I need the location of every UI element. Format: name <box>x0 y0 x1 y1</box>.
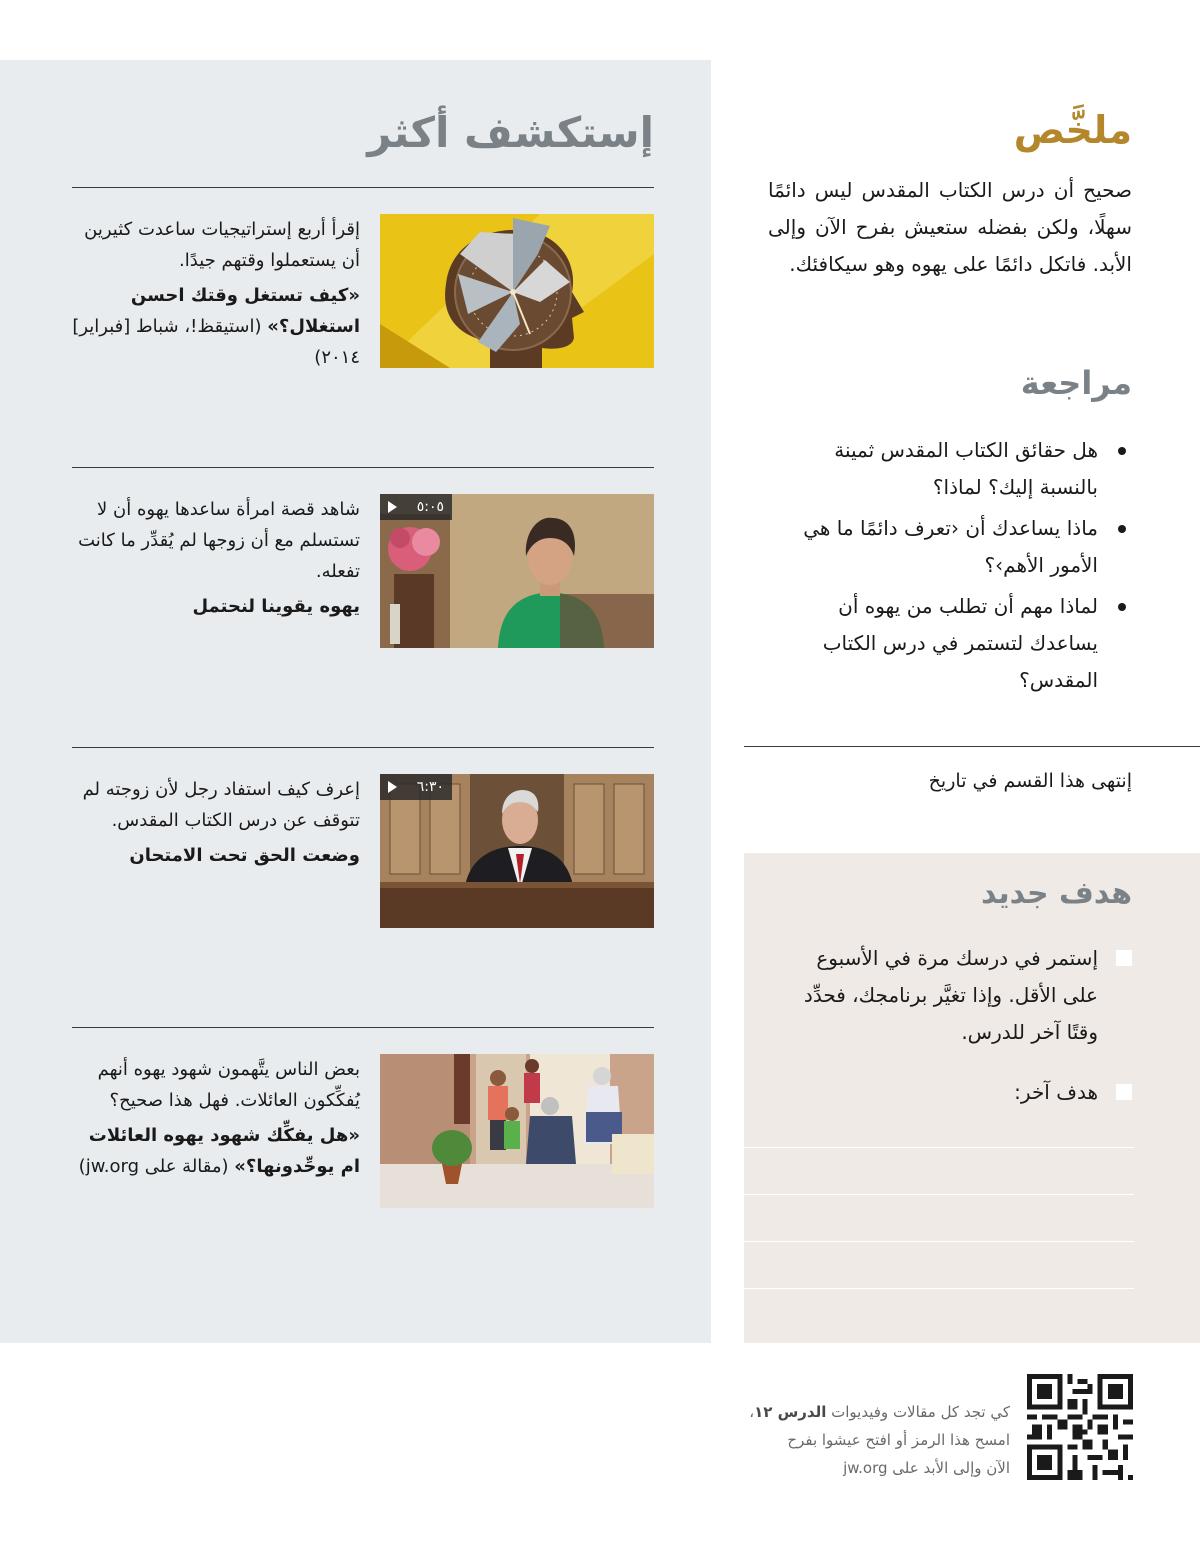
explore-item[interactable] <box>72 1054 654 1214</box>
explore-item-description: شاهد قصة امرأة ساعدها يهوه أن لا تستسلم مع أن زوجها لم يُقدِّر ما كانت تفعله. <box>78 499 360 582</box>
divider <box>72 467 654 468</box>
review-questions <box>792 432 1132 703</box>
completion-date-label[interactable]: إنتهى هذا القسم في تاريخ <box>928 770 1132 792</box>
qr-code-icon[interactable] <box>1027 1374 1133 1480</box>
explore-item-text <box>72 1054 360 1182</box>
explore-item-title[interactable]: يهوه يقوينا لنحتمل <box>192 596 360 617</box>
summary-heading: ملخَّص <box>1013 108 1132 152</box>
footer-line-1 <box>650 1398 1010 1426</box>
writing-line[interactable] <box>744 1147 1134 1148</box>
explore-item-source: (استيقظ!، شباط [فبراير] ٢٠١٤) <box>72 316 360 368</box>
explore-item-description: إعرف كيف استفاد رجل لأن زوجته لم تتوقف عن درس الكتاب المقدس. <box>82 779 360 831</box>
footer-line-2: امسح هذا الرمز أو افتح عيشوا بفرح <box>787 1431 1010 1449</box>
divider <box>72 747 654 748</box>
explore-item-reference[interactable] <box>72 280 360 373</box>
goal-heading: هدف جديد <box>981 876 1132 911</box>
family-image <box>380 1054 654 1208</box>
footer-text <box>650 1398 1010 1482</box>
footer-line-1-punct: ، <box>749 1403 755 1421</box>
review-question <box>792 588 1132 699</box>
explore-item-text <box>72 774 360 871</box>
goal-item[interactable] <box>802 1074 1132 1111</box>
explore-item-source: (مقالة على jw.org) <box>78 1156 235 1177</box>
review-heading: مراجعة <box>1020 364 1132 402</box>
goal-item[interactable] <box>802 940 1132 1051</box>
play-icon <box>388 781 397 793</box>
footer-line-1-text: كي تجد كل مقالات وفيديوات <box>826 1403 1010 1421</box>
video-thumbnail[interactable] <box>380 494 654 648</box>
video-duration-badge <box>380 494 452 520</box>
explore-item-description: بعض الناس يتَّهمون شهود يهوه أنهم يُفكِّكون العائلات. فهل هذا صحيح؟ <box>97 1059 360 1111</box>
divider <box>72 187 654 188</box>
writing-line[interactable] <box>744 1288 1134 1289</box>
article-thumbnail[interactable] <box>380 1054 654 1208</box>
bullet-icon <box>1118 447 1126 455</box>
explore-title: إستكشف أكثر <box>367 108 654 157</box>
review-question-text: ماذا يساعدك أن ‹تعرف دائمًا ما هي الأمور الأهم›؟ <box>803 516 1098 577</box>
checkbox-icon[interactable] <box>1116 950 1132 966</box>
explore-item-text <box>72 214 360 373</box>
explore-item-description: إقرأ أربع إستراتيجيات ساعدت كثيرين أن يستعملوا وقتهم جيدًا. <box>84 219 360 271</box>
lesson-number: الدرس ١٢ <box>754 1403 827 1421</box>
writing-line[interactable] <box>744 1241 1134 1242</box>
explore-item-title[interactable]: وضعت الحق تحت الامتحان <box>129 845 360 866</box>
goal-item-text: هدف آخر: <box>1014 1080 1098 1104</box>
goal-item-text: إستمر في درسك مرة في الأسبوع على الأقل. وإذا تغيَّر برنامجك، فحدِّد وقتًا آخر للدرس. <box>803 946 1098 1044</box>
head-clock-image <box>380 214 654 368</box>
review-question-text: لماذا مهم أن تطلب من يهوه أن يساعدك لتستمر في درس الكتاب المقدس؟ <box>822 594 1098 692</box>
video-duration-badge <box>380 774 452 800</box>
explore-item[interactable] <box>72 214 654 374</box>
divider <box>744 746 1200 747</box>
review-question-text: هل حقائق الكتاب المقدس ثمينة بالنسبة إليك؟ لماذا؟ <box>834 438 1098 499</box>
explore-item[interactable] <box>72 494 654 654</box>
bullet-icon <box>1118 603 1126 611</box>
video-duration: ٥:٠٥ <box>416 499 444 515</box>
explore-item-text <box>72 494 360 622</box>
review-question <box>792 432 1132 506</box>
article-thumbnail[interactable] <box>380 214 654 368</box>
explore-item-title[interactable]: «كيف تستغل وقتك احسن استغلال؟» <box>130 285 360 337</box>
bullet-icon <box>1118 525 1126 533</box>
checkbox-icon[interactable] <box>1116 1084 1132 1100</box>
writing-line[interactable] <box>744 1194 1134 1195</box>
explore-item-title[interactable]: «هل يفكِّك شهود يهوه العائلات ام يوحِّدونها؟» <box>88 1125 360 1177</box>
video-thumbnail[interactable] <box>380 774 654 928</box>
summary-text: صحيح أن درس الكتاب المقدس ليس دائمًا سهلًا، ولكن بفضله ستعيش بفرح الآن وإلى الأبد. فاتكل دائمًا على يهوه وهو سيكافئك. <box>768 178 1132 276</box>
divider <box>72 1027 654 1028</box>
explore-item[interactable] <box>72 774 654 934</box>
explore-item-reference[interactable] <box>72 1120 360 1182</box>
footer-line-3[interactable]: الآن وإلى الأبد على jw.org <box>843 1459 1010 1477</box>
review-question <box>792 510 1132 584</box>
video-duration: ٦:٣٠ <box>416 779 444 795</box>
play-icon <box>388 501 397 513</box>
